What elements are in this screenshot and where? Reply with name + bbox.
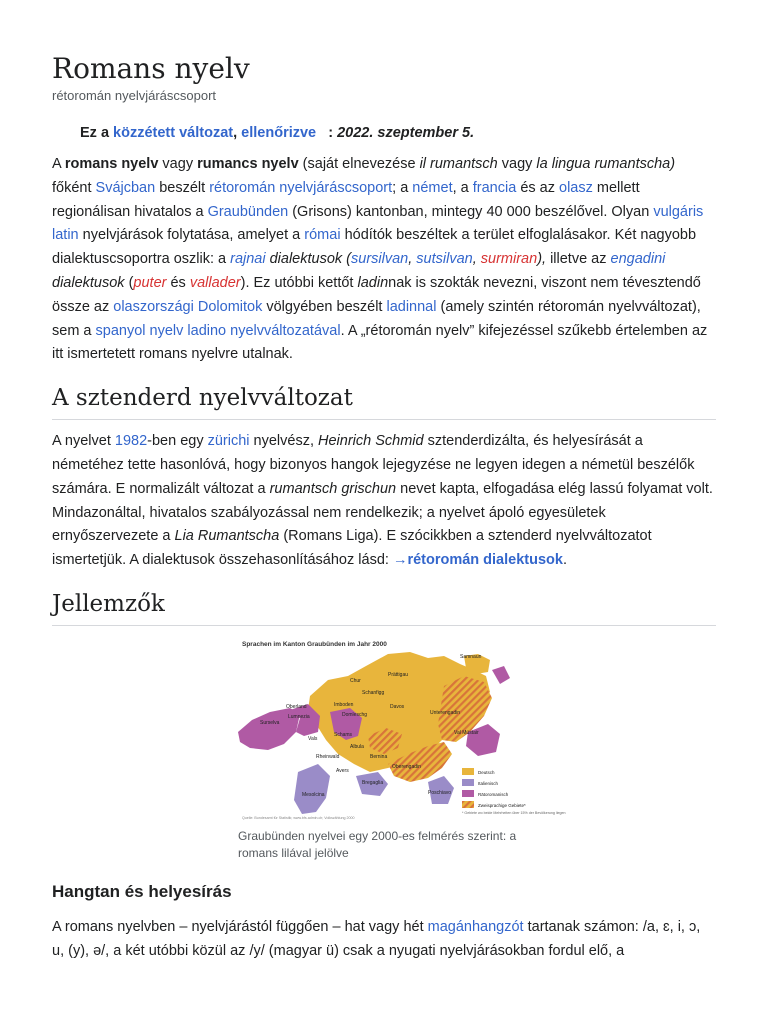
map-place-label: Davos <box>390 703 405 710</box>
text-run: A <box>52 156 65 172</box>
article-link[interactable]: magánhangzót <box>427 918 524 935</box>
revision-prefix: Ez a <box>80 125 110 141</box>
map-figure <box>238 636 566 862</box>
text-run: ), <box>537 251 547 268</box>
text-run: völgyében beszélt <box>262 298 387 315</box>
article-link[interactable]: ladino nyelvváltozatával <box>187 322 341 339</box>
subsection-heading-phonology: Hangtan és helyesírás <box>52 881 232 901</box>
revision-notice <box>80 125 716 141</box>
text-run: sztenderdizálta, és helyesírását a németéhez tette hasonlóvá, hogy bizonyos hangok lejegyzése ne legyen idegen a németül beszélők számára. E normalizált változat a <box>52 433 695 497</box>
revision-sep: , <box>233 125 238 141</box>
reviewed-link[interactable]: ellenőrizve <box>241 125 317 141</box>
standard-paragraph <box>52 430 716 573</box>
section-heading-standard: A sztenderd nyelvváltozat <box>52 385 716 420</box>
graubunden-language-map[interactable] <box>238 636 566 822</box>
text-run: A romans nyelvben – nyelvjárástól függően – hat vagy hét <box>52 918 428 935</box>
map-place-label: Bernina <box>370 753 388 760</box>
map-place-label: Vals <box>308 735 318 742</box>
text-run: dialektusok <box>52 274 125 291</box>
text-run: A nyelvet <box>52 433 115 450</box>
article-link[interactable]: rétoromán dialektusok <box>407 552 563 569</box>
intro-paragraph <box>52 153 716 367</box>
legend-swatch-deutsch <box>462 768 474 775</box>
legend-label: Zweisprachige Gebiete* <box>478 802 526 808</box>
text-run: rumantsch grischun <box>269 480 397 497</box>
article-link[interactable]: engadini <box>610 251 666 268</box>
article-link[interactable]: sutsilvan <box>416 251 473 268</box>
text-run: -ben egy <box>147 433 208 450</box>
article-link[interactable]: francia <box>472 179 517 196</box>
text-run: nyelvész, <box>249 433 319 450</box>
text-run: nak is szokták nevezni, viszont nem tévesztendő össze az <box>52 274 701 315</box>
article-link[interactable]: → <box>392 552 408 569</box>
text-run: (amely szintén rétoromán nyelvváltozat), sem a <box>52 298 701 339</box>
map-place-label: Rheinwald <box>316 753 340 760</box>
article-link[interactable]: olasz <box>559 179 593 196</box>
legend-swatch-italienisch <box>462 779 474 786</box>
article-link[interactable]: német <box>412 179 453 196</box>
map-place-label: Unterengadin <box>430 709 461 716</box>
article-link[interactable]: Graubünden <box>207 203 289 220</box>
map-place-label: Mesolcina <box>302 791 325 798</box>
map-place-label: Schanfigg <box>362 689 385 696</box>
text-run: Heinrich Schmid <box>318 433 424 450</box>
article-link[interactable]: vulgáris latin <box>52 203 704 244</box>
map-caption: Graubünden nyelvei egy 2000-es felmérés szerint: a romans lilával jelölve <box>238 828 517 860</box>
map-place-label: Val Müstair <box>454 729 479 736</box>
map-place-label: Domleschg <box>342 711 368 718</box>
map-place-label: Chur <box>350 677 361 684</box>
text-run: (saját elnevezése <box>298 156 420 172</box>
text-run: mellett regionálisan hivatalos a <box>52 179 640 220</box>
map-source: Quelle: Bundesamt für Statistik; www.bfs.admin.ch; Volkszählung 2000 <box>242 815 355 820</box>
map-place-label: Oberengadin <box>392 763 421 770</box>
map-place-label: Poschiavo <box>428 789 452 796</box>
revision-date: 2022. szeptember 5. <box>337 125 475 141</box>
text-run: ladin <box>357 274 389 291</box>
text-run: la lingua rumantscha) <box>536 156 676 172</box>
map-place-label: Avers <box>336 767 349 774</box>
text-run: Lia Rumantscha <box>174 528 280 545</box>
page-title: Romans nyelv <box>52 52 250 85</box>
phonology-paragraph <box>52 916 716 964</box>
text-run: . A „rétoromán nyelv” kifejezéssel szűkebb értelemben az itt ismertetett romans nyelvre utalnak. <box>52 322 708 363</box>
text-run: ; a <box>392 179 413 196</box>
missing-article-link[interactable]: puter <box>133 274 167 291</box>
section-heading-features: Jellemzők <box>52 591 716 626</box>
text-run: ( <box>124 274 134 291</box>
article-link[interactable]: spanyol nyelv <box>95 322 184 339</box>
legend-note: * Gebiete wo beide Mehrheiten über 15% der Bevölkerung liegen <box>462 810 566 815</box>
map-place-label: Surselva <box>260 719 280 726</box>
missing-article-link[interactable]: surmiran <box>480 251 538 268</box>
legend-label: Rätoromanisch <box>478 791 509 797</box>
map-place-label: Albula <box>350 743 364 750</box>
text-run: nevet kapta, elfogadása elég lassú folyamat volt. Mindazonáltal, hivatalos szabályozással nem rendelkezik; a nyelvet ápoló egyesületek ernyőszervezete a <box>52 480 713 545</box>
article-link[interactable]: Svájcban <box>95 179 156 196</box>
article-link[interactable]: zürichi <box>207 433 250 450</box>
published-version-link[interactable]: közzétett változat <box>113 125 234 141</box>
text-run: hódítók beszéltek a terület elfoglalásakor. Két nagyobb dialektuscsoportra oszlik: a <box>52 227 697 268</box>
article-link[interactable]: római <box>304 227 341 244</box>
map-place-label: Prättigau <box>388 671 409 678</box>
legend-swatch-romanisch <box>462 790 474 797</box>
text-run: il rumantsch <box>419 156 498 172</box>
article-link[interactable]: sursilvan <box>351 251 409 268</box>
text-run: beszélt <box>155 179 210 196</box>
text-run: főként <box>52 179 96 196</box>
text-run: , <box>408 251 417 268</box>
text-run: romans nyelv <box>64 156 159 172</box>
text-run: dialektusok ( <box>265 251 352 268</box>
text-run: vagy <box>497 156 537 172</box>
article-link[interactable]: ladinnal <box>386 298 437 315</box>
map-place-label: Schams <box>334 731 353 738</box>
legend-swatch-zweisprachig <box>462 801 474 808</box>
text-run: , <box>472 251 481 268</box>
text-run: és <box>166 274 190 291</box>
text-run: nyelvjárások folytatása, amelyet a <box>78 227 305 244</box>
revision-colon: : <box>328 125 334 141</box>
map-place-label: Lumnezia <box>288 713 310 720</box>
legend-label: Deutsch <box>478 769 495 775</box>
text-run: (Grisons) kantonban, mintegy 40 000 beszélővel. Olyan <box>288 203 654 220</box>
map-place-label: Oberland <box>286 703 307 710</box>
map-title: Sprachen im Kanton Graubünden im Jahr 2000 <box>242 640 387 648</box>
text-run: . <box>562 552 567 569</box>
map-place-label: Samnaun <box>460 653 482 660</box>
article-link[interactable]: olaszországi Dolomitok <box>113 298 263 315</box>
text-run: vagy <box>158 156 198 172</box>
page-subtitle: rétoromán nyelvjáráscsoport <box>52 88 217 103</box>
missing-article-link[interactable]: vallader <box>189 274 241 291</box>
article-link[interactable]: rajnai <box>230 251 266 268</box>
legend-label: Italienisch <box>478 780 499 786</box>
article-link[interactable]: 1982 <box>114 433 148 450</box>
map-place-label: Bregaglia <box>362 779 384 786</box>
text-run: illetve az <box>546 251 611 268</box>
text-run: rumancs nyelv <box>197 156 299 172</box>
article-link[interactable]: rétoromán nyelvjáráscsoport <box>209 179 393 196</box>
text-run: , a <box>452 179 473 196</box>
text-run: ). Ez utóbbi kettőt <box>240 274 358 291</box>
text-run: és az <box>516 179 560 196</box>
text-run: tartanak számon: /a, ɛ, i, ɔ, u, (y), ə/, a két utóbbi közül az /y/ (magyar ü) csak a nyugati nyelvjárásokban fordul elő, a <box>52 918 701 959</box>
map-place-label: Imboden <box>334 701 354 708</box>
text-run: (Romans Liga). E szócikkben a sztenderd nyelvváltozatot ismertetjük. A dialektusok összehasonlításához lásd: <box>52 528 652 569</box>
